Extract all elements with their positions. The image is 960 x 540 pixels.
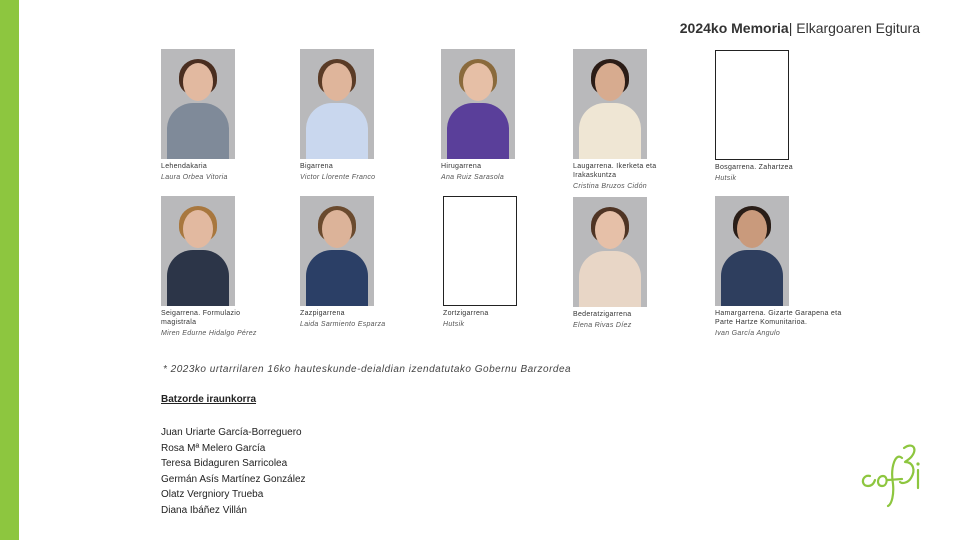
member-card [161, 49, 311, 182]
member-card [441, 49, 591, 182]
member-card [443, 196, 593, 329]
member-role: Bosgarrena. Zahartzea [715, 164, 793, 171]
member-name: Hutsik [443, 321, 465, 328]
committee-member: Juan Uriarte García-Borreguero [161, 427, 302, 438]
member-name: Ivan García Angulo [715, 330, 781, 337]
committee-member: Teresa Bidaguren Sarricolea [161, 458, 288, 470]
member-role: Hirugarrena [441, 163, 482, 170]
member-name: Miren Edurne Hidalgo Pérez [161, 330, 257, 337]
member-role: Zortzigarrena [443, 310, 489, 317]
member-photo [573, 49, 647, 159]
member-card [161, 196, 311, 338]
member-role: Seigarrena. Formulazio magistrala [161, 310, 241, 326]
member-photo [161, 196, 235, 306]
member-card [715, 196, 865, 338]
member-photo [300, 49, 374, 159]
member-photo [441, 49, 515, 159]
member-role: Bigarrena [300, 163, 334, 170]
member-card [573, 197, 723, 330]
committee-member: Rosa Mª Melero García [161, 442, 266, 454]
member-card [715, 50, 865, 183]
member-name: Cristina Bruzos Cidón [573, 183, 647, 190]
member-name: Victor Llorente Franco [300, 174, 376, 181]
committee-list [161, 425, 306, 519]
member-role: Laugarrena. Ikerketa eta Irakaskuntza [573, 163, 657, 179]
member-name: Hutsik [715, 175, 737, 182]
member-card [300, 49, 450, 182]
empty-photo-placeholder [443, 196, 517, 306]
member-photo [300, 196, 374, 306]
header-separator: | [788, 20, 793, 36]
member-name: Laida Sarmiento Esparza [300, 321, 386, 328]
member-role: Lehendakaria [161, 163, 208, 170]
footnote: * 2023ko urtarrilaren 16ko hauteskunde-deialdian izendatutako Gobernu Barzordea [163, 364, 572, 375]
member-name: Laura Orbea Vitoria [161, 174, 228, 181]
member-photo [161, 49, 235, 159]
member-name: Elena Rivas Díez [573, 322, 632, 329]
member-name: Ana Ruiz Sarasola [441, 174, 505, 181]
page-header [680, 20, 920, 36]
committee-member: Diana Ibáñez Villán [161, 504, 247, 516]
member-photo [573, 197, 647, 307]
cofbi-logo [856, 436, 926, 508]
committee-member: Germán Asís Martínez González [161, 473, 306, 485]
member-card [573, 49, 723, 191]
member-card [300, 196, 450, 329]
member-role: Bederatzigarrena [573, 311, 632, 318]
member-role: Zazpigarrena [300, 310, 345, 317]
committee-title: Batzorde iraunkorra [161, 394, 257, 405]
member-photo [715, 196, 789, 306]
header-subtitle: Elkargoaren Egitura [792, 20, 920, 36]
header-title: 2024ko Memoria [679, 20, 789, 36]
committee-member: Olatz Vergniory Trueba [161, 489, 264, 501]
accent-side-bar [0, 0, 19, 540]
member-role: Hamargarrena. Gizarte Garapena eta Parte Hartze Komunitarioa. [715, 310, 842, 326]
empty-photo-placeholder [715, 50, 789, 160]
